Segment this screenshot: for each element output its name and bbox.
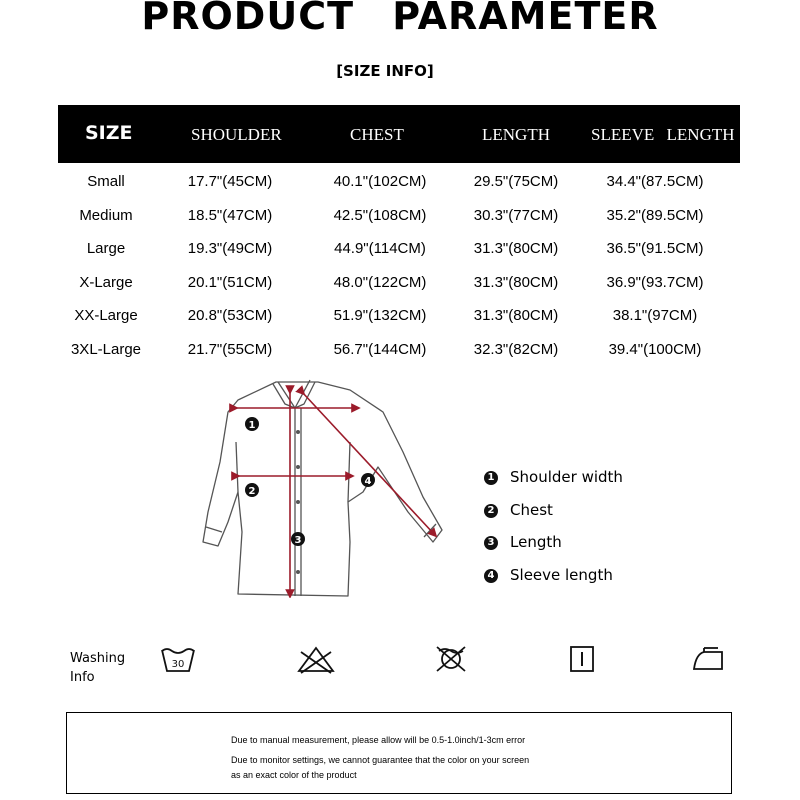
shoulder-value: 20.8"(53CM) bbox=[187, 307, 273, 325]
shoulder-value: 20.1"(51CM) bbox=[187, 273, 273, 291]
header-sleeve-length: SLEEVE LENGTH bbox=[591, 125, 735, 144]
table-row bbox=[58, 333, 740, 367]
table-header bbox=[58, 105, 740, 163]
legend-label: Sleeve length bbox=[510, 565, 613, 584]
washing-label-line1: Washing bbox=[70, 651, 126, 666]
chest-value: 48.0"(122CM) bbox=[333, 273, 427, 291]
size-name: X-Large bbox=[79, 273, 133, 291]
header-chest: CHEST bbox=[350, 125, 404, 144]
washing-label-line2: Info bbox=[70, 670, 95, 685]
size-name: XX-Large bbox=[74, 307, 138, 325]
legend-number: 4 bbox=[484, 569, 498, 583]
diagram-marker-3: 3 bbox=[294, 535, 302, 546]
iron-icon bbox=[688, 644, 728, 674]
sleeve-length-value: 36.9"(93.7CM) bbox=[606, 273, 704, 291]
header-length: LENGTH bbox=[482, 125, 550, 144]
length-value: 32.3"(82CM) bbox=[473, 340, 559, 358]
length-value: 31.3"(80CM) bbox=[473, 240, 559, 258]
do-not-bleach-icon bbox=[296, 644, 336, 674]
section-subtitle: [SIZE INFO] bbox=[336, 62, 434, 80]
wash-30-icon bbox=[158, 644, 198, 674]
length-value: 31.3"(80CM) bbox=[473, 307, 559, 325]
measurement-notice bbox=[66, 712, 732, 794]
table-row bbox=[58, 199, 740, 233]
do-not-tumble-dry-icon bbox=[431, 644, 471, 674]
size-name: 3XL-Large bbox=[70, 340, 142, 358]
size-table bbox=[58, 105, 740, 367]
length-value: 30.3"(77CM) bbox=[473, 206, 559, 224]
shoulder-value: 17.7"(45CM) bbox=[187, 173, 273, 190]
notice-line-1: Due to manual measurement, please allow will be 0.5-1.0inch/1-3cm error bbox=[231, 735, 526, 745]
chest-value: 44.9"(114CM) bbox=[334, 240, 426, 258]
header-size: SIZE bbox=[85, 122, 133, 144]
header-shoulder: SHOULDER bbox=[191, 125, 282, 144]
legend-number: 1 bbox=[484, 471, 498, 485]
length-value: 31.3"(80CM) bbox=[473, 273, 559, 291]
washing-info-label bbox=[70, 649, 125, 687]
shirt-measurement-diagram-icon bbox=[198, 372, 448, 598]
chest-value: 56.7"(144CM) bbox=[333, 340, 427, 358]
shoulder-value: 21.7"(55CM) bbox=[187, 340, 273, 358]
legend-label: Shoulder width bbox=[510, 468, 623, 486]
shoulder-value: 19.3"(49CM) bbox=[187, 240, 273, 258]
notice-line-2: Due to monitor settings, we cannot guarantee that the color on your screen bbox=[231, 755, 530, 765]
chest-value: 42.5"(108CM) bbox=[333, 206, 427, 224]
size-name: Medium bbox=[79, 206, 133, 224]
sleeve-length-value: 39.4"(100CM) bbox=[608, 340, 702, 358]
table-row bbox=[58, 299, 740, 333]
size-name: Large bbox=[86, 240, 126, 258]
length-value: 29.5"(75CM) bbox=[473, 173, 559, 190]
sleeve-length-value: 36.5"(91.5CM) bbox=[606, 240, 704, 258]
notice-line-3: as an exact color of the product bbox=[231, 770, 357, 780]
diagram-marker-1: 1 bbox=[248, 420, 256, 431]
legend-label: Chest bbox=[510, 500, 553, 519]
wash-temperature: 30 bbox=[171, 659, 185, 670]
table-row bbox=[58, 232, 740, 266]
diagram-marker-4: 4 bbox=[364, 476, 372, 487]
page-title: PRODUCT PARAMETER bbox=[141, 0, 659, 38]
sleeve-length-value: 38.1"(97CM) bbox=[612, 307, 698, 325]
chest-value: 40.1"(102CM) bbox=[333, 173, 427, 190]
legend-number: 3 bbox=[484, 536, 498, 550]
line-dry-icon bbox=[562, 644, 602, 674]
sleeve-length-value: 34.4"(87.5CM) bbox=[606, 173, 704, 190]
legend-number: 2 bbox=[484, 504, 498, 518]
diagram-marker-2: 2 bbox=[248, 486, 256, 497]
legend-label: Length bbox=[510, 533, 562, 551]
chest-value: 51.9"(132CM) bbox=[333, 307, 427, 325]
sleeve-length-value: 35.2"(89.5CM) bbox=[606, 206, 704, 224]
shoulder-value: 18.5"(47CM) bbox=[187, 206, 273, 224]
table-row bbox=[58, 266, 740, 300]
size-name: Small bbox=[87, 173, 125, 190]
table-row bbox=[58, 165, 740, 199]
